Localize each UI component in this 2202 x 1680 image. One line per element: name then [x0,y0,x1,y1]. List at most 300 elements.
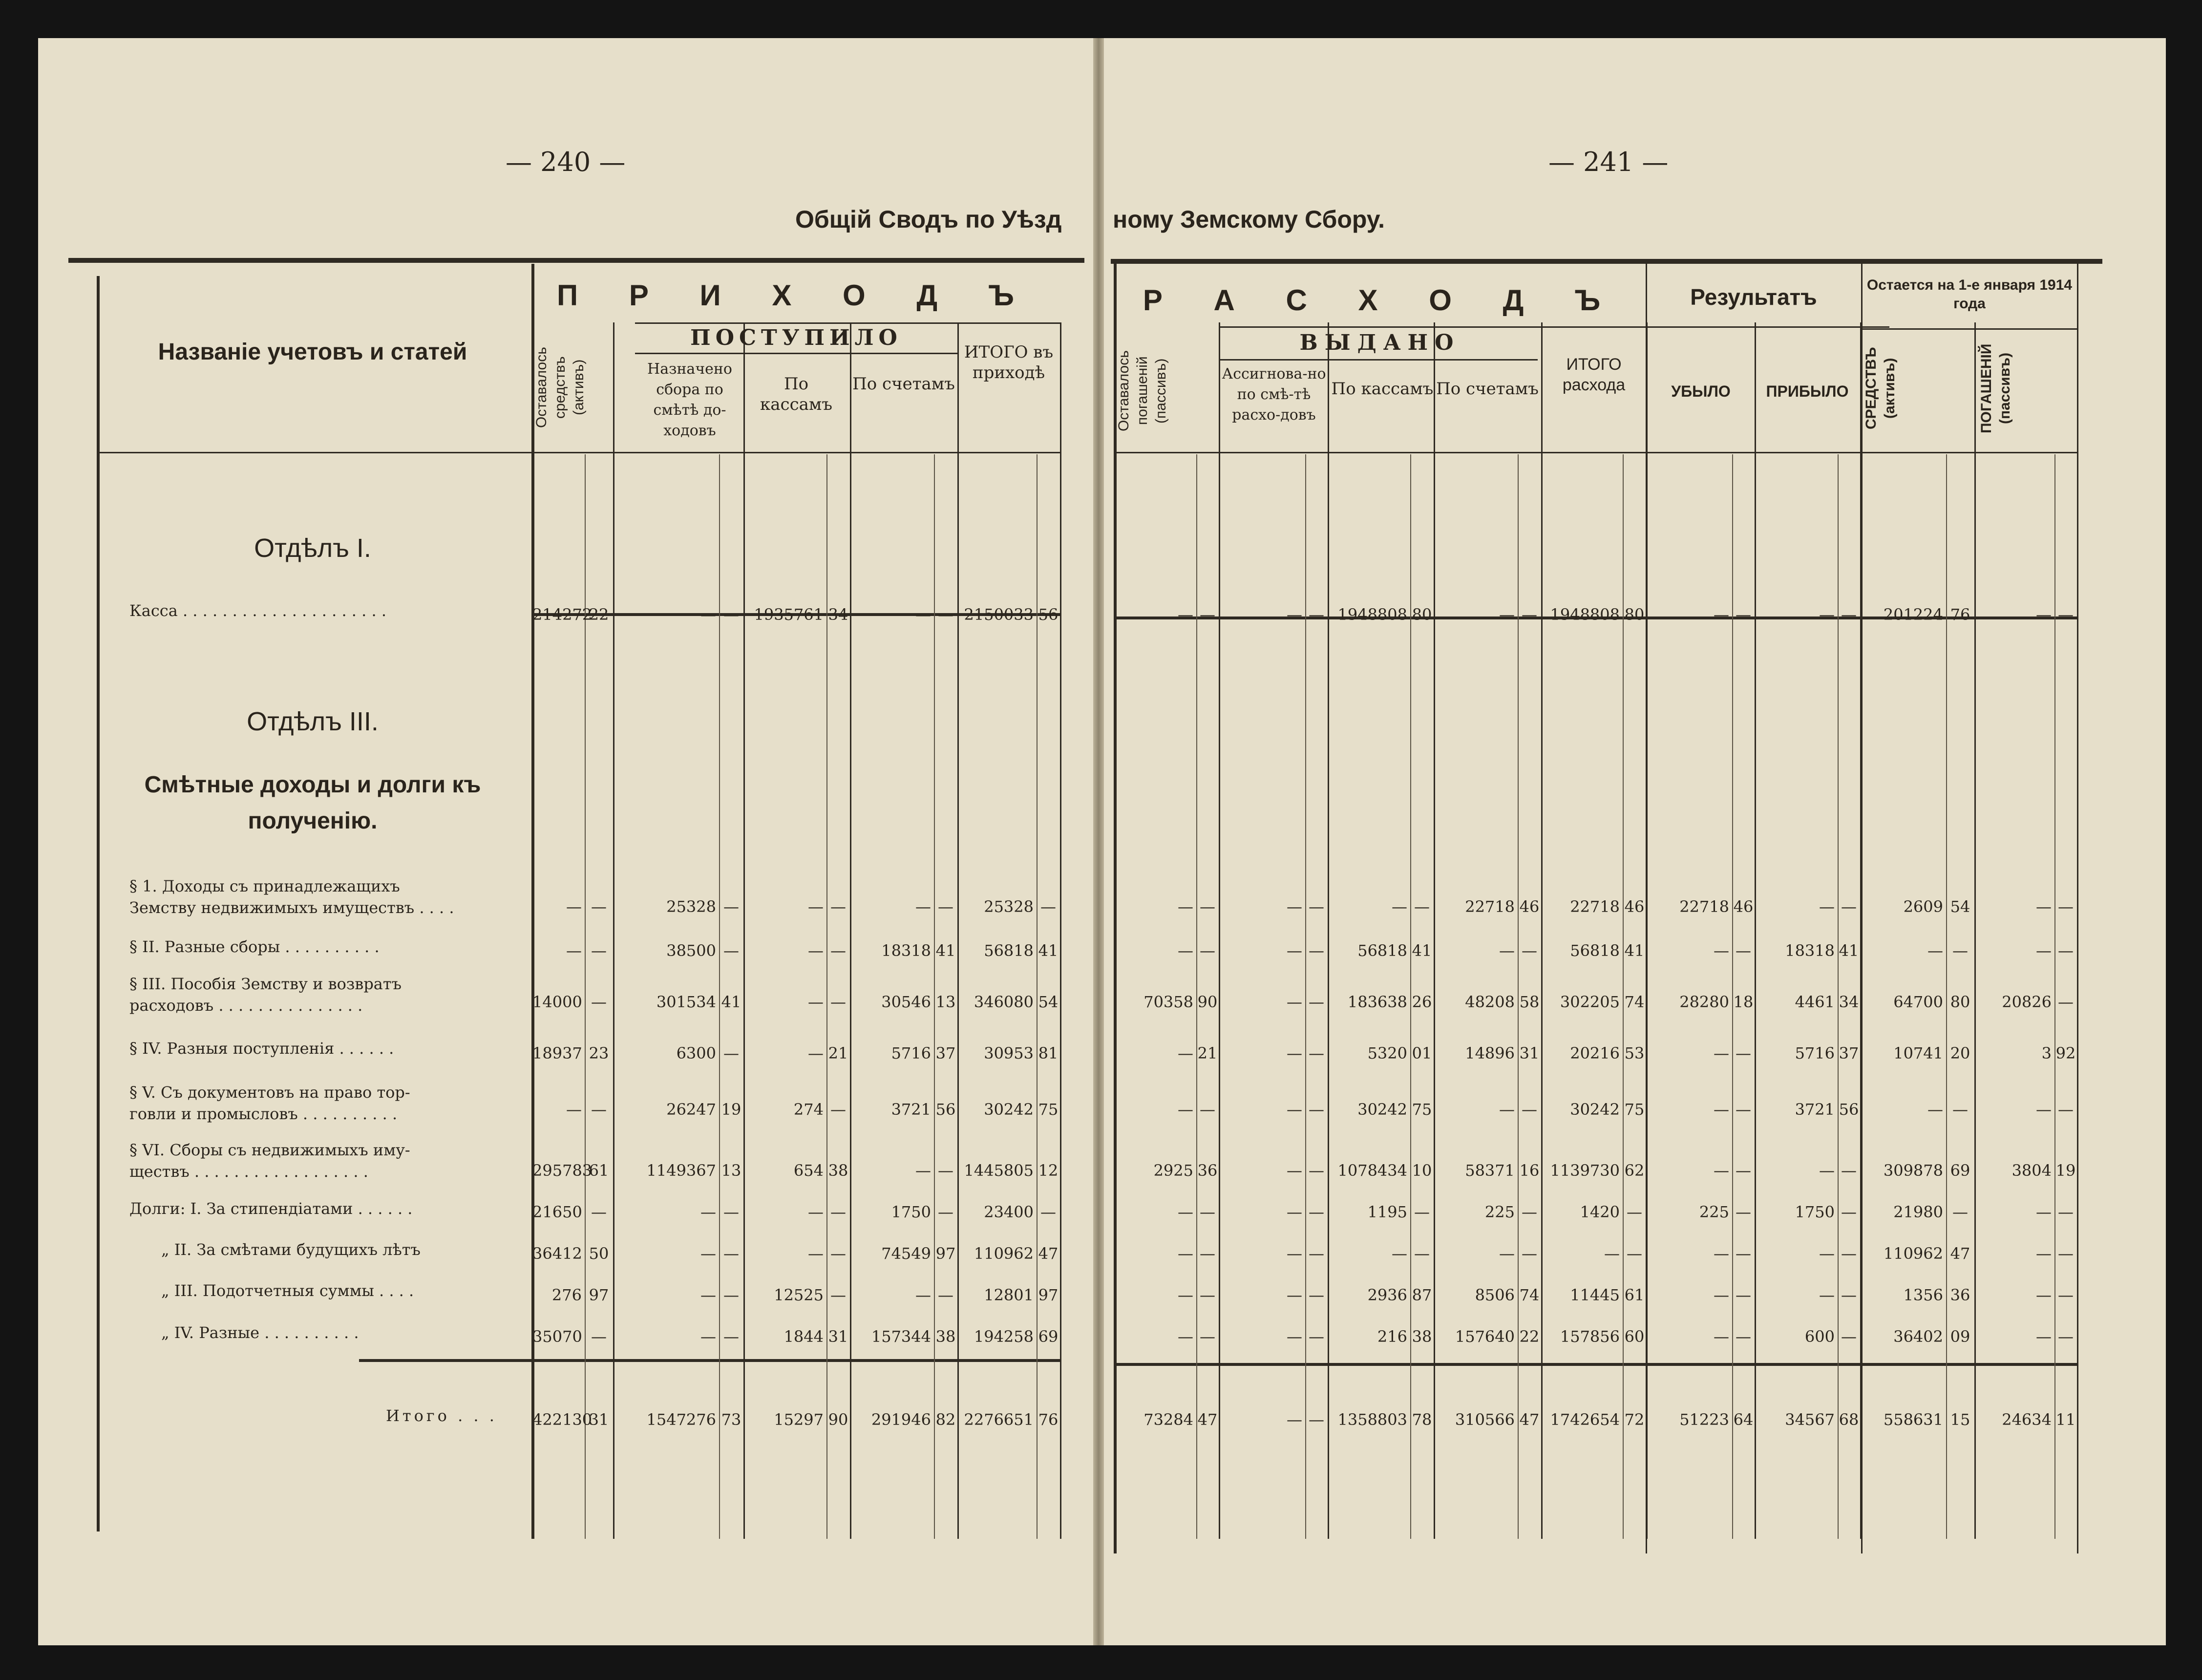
row-label: § 1. Доходы съ принадлежащихъ Земству недвижимыхъ имуществъ . . . . [129,877,454,917]
header-bottom-right [1115,452,2077,453]
cell-kopecks: 41 [1412,941,1432,960]
cell-kopecks: — [2058,1100,2074,1119]
cell-kopecks: 92 [2055,1044,2076,1063]
raskhod-title: Р А С Х О Д Ъ [1143,284,1622,317]
cell-kopecks: 31 [828,1327,848,1346]
cell-rubles: 1948808 [1550,605,1620,624]
cell-kopecks: — [1309,1100,1324,1119]
cell-kopecks: — [1736,1327,1751,1346]
cell-rubles: 1358803 [1337,1410,1407,1429]
cell-kopecks: — [2058,605,2074,624]
cell-kopecks: — [1841,1286,1857,1304]
cell-kopecks: — [1952,1100,1968,1119]
cell-kopecks: 34 [1839,993,1859,1011]
cell-rubles: — [915,897,931,916]
cell-kopecks: — [1200,1244,1215,1263]
cell-kopecks: 75 [1038,1100,1059,1119]
cell-kopecks: 11 [2055,1410,2076,1429]
cell-kopecks: 46 [1624,897,1645,916]
cell-kopecks: — [830,897,846,916]
cell-rubles: 654 [793,1161,824,1180]
cell-kopecks: — [1736,605,1751,624]
cell-rubles: — [1287,1203,1302,1221]
cell-kopecks: — [1841,897,1857,916]
cell-rubles: 558631 [1883,1410,1943,1429]
cell-rubles: 30242 [1357,1100,1407,1119]
pribylo-label: ПРИБЫЛО [1766,383,1849,400]
cell-rubles: 1742654 [1550,1410,1620,1429]
cell-kopecks: — [723,1044,739,1063]
cell-rubles: — [2036,1327,2052,1346]
cell-kopecks: — [1040,897,1056,916]
cell-kopecks: 19 [721,1100,741,1119]
cell-kopecks: — [1841,1244,1857,1263]
cell-rubles: — [1714,1161,1729,1180]
cell-rubles: 2936 [1367,1286,1407,1304]
postupilo-label: ПОСТУПИЛО [690,325,902,350]
cell-kopecks: 75 [1624,1100,1645,1119]
cell-rubles: 12525 [774,1286,824,1304]
col-po-kassam-header: По кассамъ [760,374,832,414]
row-label: „ IV. Разные . . . . . . . . . . [161,1323,359,1342]
cell-kopecks: — [938,1161,953,1180]
cell-kopecks: — [1841,1161,1857,1180]
cell-rubles: 1420 [1580,1203,1620,1221]
cell-kopecks: 54 [1038,993,1059,1011]
cell-rubles: — [1178,1327,1193,1346]
cell-rubles: — [1499,941,1515,960]
cell-rubles: 48208 [1465,993,1515,1011]
cell-kopecks: 36 [1197,1161,1218,1180]
book-gutter [1093,38,1104,1645]
cell-kopecks: 21 [828,1044,848,1063]
cell-kopecks: — [1309,1327,1324,1346]
cell-kopecks: 68 [1839,1410,1859,1429]
cell-rubles: 25328 [984,897,1034,916]
cell-rubles: — [1287,993,1302,1011]
cell-kopecks: — [723,605,739,624]
cell-rubles: 74549 [881,1244,931,1263]
col-ostavalos-header: Оставалось средствъ (активъ) [533,347,587,428]
cell-kopecks: 37 [1839,1044,1859,1063]
col-po-schetam-r-header: По счетамъ [1436,379,1539,399]
row-label: § IV. Разныя поступленія . . . . . . [129,1039,394,1058]
cell-rubles: 24634 [2002,1410,2052,1429]
cell-rubles: 5716 [891,1044,931,1063]
cell-rubles: 225 [1699,1203,1729,1221]
row-label: § VI. Сборы съ недвижимыхъ иму- ществъ . . . . . . . . . . . . . . . . . . [129,1141,410,1181]
cell-kopecks: — [591,1203,607,1221]
cell-kopecks: — [1200,1286,1215,1304]
cell-kopecks: 61 [1624,1286,1645,1304]
cell-kopecks: 54 [1950,897,1970,916]
cell-rubles: — [700,1203,716,1221]
cell-kopecks: 97 [1038,1286,1059,1304]
cell-kopecks: 01 [1412,1044,1432,1063]
cell-rubles: — [2036,1244,2052,1263]
cell-kopecks: — [1414,897,1430,916]
cell-kopecks: — [1736,1286,1751,1304]
cell-kopecks: 56 [935,1100,956,1119]
cell-kopecks: — [1952,941,1968,960]
cell-kopecks: 76 [1038,1410,1059,1429]
col-border-9 [1646,322,1648,1539]
cell-kopecks: 60 [1624,1327,1645,1346]
top-rule-right [1111,259,2102,264]
cell-kopecks: — [723,1327,739,1346]
cell-kopecks: 23 [589,1044,609,1063]
cell-rubles: 56818 [1570,941,1620,960]
cell-kopecks: — [1200,1100,1215,1119]
cell-kopecks: — [723,941,739,960]
row-header: Названіе учетовъ и статей [158,339,467,365]
cell-rubles: 10741 [1893,1044,1943,1063]
cell-rubles: 6300 [676,1044,716,1063]
cell-rubles: 30546 [881,993,931,1011]
cell-rubles: — [1927,941,1943,960]
col-border-12 [1974,322,1976,1539]
cell-rubles: 28280 [1679,993,1729,1011]
prikhod-subrule [635,322,1060,324]
cell-rubles: 309878 [1883,1161,1943,1180]
cell-rubles: 4461 [1795,993,1835,1011]
cell-kopecks: — [830,1100,846,1119]
cell-rubles: 1078434 [1337,1161,1407,1180]
cell-kopecks: — [591,941,607,960]
cell-kopecks: 80 [1624,605,1645,624]
cell-rubles: — [700,605,716,624]
cell-rubles: — [1819,1244,1835,1263]
cell-rubles: — [2036,941,2052,960]
cell-kopecks: 81 [1038,1044,1059,1063]
cell-kopecks: 62 [1624,1161,1645,1180]
col-naznacheno-header: Назначено сбора по смѣтѣ до-ходовъ [647,361,732,439]
cell-rubles: — [808,1203,824,1221]
cell-rubles: 38500 [666,941,716,960]
cell-rubles: — [1178,1286,1193,1304]
cell-rubles: — [1178,605,1193,624]
cell-rubles: — [808,993,824,1011]
cell-kopecks: 34 [828,605,848,624]
cell-rubles: — [1499,605,1515,624]
cell-rubles: — [1287,941,1302,960]
section-3-heading: Отдѣлъ III. [247,707,379,736]
cell-kopecks: — [1200,941,1215,960]
cell-rubles: 30242 [1570,1100,1620,1119]
cell-rubles: — [1287,1244,1302,1263]
cell-rubles: — [2036,897,2052,916]
cell-rubles: 30953 [984,1044,1034,1063]
cell-rubles: 30242 [984,1100,1034,1119]
cell-rubles: 295783 [532,1161,593,1180]
cell-kopecks: 41 [1038,941,1059,960]
cell-rubles: — [1287,1100,1302,1119]
cell-rubles: 1445805 [964,1161,1034,1180]
col-itogo-r-header: ИТОГО расхода [1562,355,1626,394]
row-label: § II. Разные сборы . . . . . . . . . . [129,937,380,956]
cell-kopecks: 46 [1733,897,1754,916]
cell-rubles: — [1714,1044,1729,1063]
cell-kopecks: — [1414,1203,1430,1221]
cell-kopecks: 80 [1950,993,1970,1011]
col-border-6 [1328,322,1329,1539]
cell-rubles: — [1819,605,1835,624]
cell-kopecks: — [2058,1244,2074,1263]
cell-kopecks: — [1522,1244,1537,1263]
row-label: Долги: I. За стипендіатами . . . . . . [129,1199,413,1218]
cell-rubles: 225 [1484,1203,1515,1221]
cell-kopecks: — [591,1327,607,1346]
postupilo-rule [635,353,957,354]
col-ostavalos-pogash-header: Оставалось погашеній (пассивъ) [1116,350,1169,431]
cell-kopecks: 10 [1412,1161,1432,1180]
cell-kopecks: 22 [589,605,609,624]
cell-kopecks: 38 [1412,1327,1432,1346]
cell-rubles: 157856 [1560,1327,1620,1346]
cell-rubles: 302205 [1560,993,1620,1011]
cell-kopecks: — [1200,897,1215,916]
cell-rubles: 274 [793,1100,824,1119]
cell-kopecks: 64 [1733,1410,1754,1429]
cell-rubles: — [566,897,582,916]
cell-rubles: — [808,1244,824,1263]
cell-rubles: — [1819,1161,1835,1180]
cell-rubles: 23400 [984,1203,1034,1221]
cell-rubles: — [2036,605,2052,624]
cell-rubles: 3721 [1795,1100,1835,1119]
cell-rubles: 1844 [783,1327,824,1346]
row-label: Касса . . . . . . . . . . . . . . . . . . . . . [129,601,386,620]
cell-rubles: 56818 [984,941,1034,960]
cell-kopecks: 61 [589,1161,609,1180]
row-label: § III. Пособія Земству и возвратъ расходовъ . . . . . . . . . . . . . . . [129,975,402,1015]
cell-rubles: 194258 [974,1327,1034,1346]
cell-rubles: 2276651 [964,1410,1034,1429]
cell-kopecks: — [723,1244,739,1263]
cell-rubles: 14896 [1465,1044,1515,1063]
cell-kopecks: 47 [1950,1244,1970,1263]
cell-kopecks: 97 [935,1244,956,1263]
cell-rubles: — [1392,1244,1407,1263]
cell-kopecks: — [830,941,846,960]
cell-kopecks: 31 [1519,1044,1540,1063]
cell-rubles: 22718 [1570,897,1620,916]
cell-kopecks: 90 [828,1410,848,1429]
cell-rubles: — [1714,1286,1729,1304]
cell-kopecks: 78 [1412,1410,1432,1429]
cell-kopecks: — [1309,1044,1324,1063]
cell-kopecks: — [2058,1286,2074,1304]
cell-kopecks: — [938,1203,953,1221]
cell-rubles: 73284 [1143,1410,1193,1429]
cell-kopecks: — [723,897,739,916]
cell-rubles: 36412 [532,1244,582,1263]
section-1-heading: Отдѣлъ I. [254,533,371,563]
cell-kopecks: — [1522,605,1537,624]
cell-rubles: — [1392,897,1407,916]
cell-kopecks: — [1952,1203,1968,1221]
cell-rubles: — [2036,1286,2052,1304]
cell-rubles: — [700,1286,716,1304]
cell-rubles: — [1714,1327,1729,1346]
cell-rubles: 5716 [1795,1044,1835,1063]
cell-kopecks: — [1736,1244,1751,1263]
cell-kopecks: 82 [935,1410,956,1429]
cell-rubles: 22718 [1465,897,1515,916]
cell-rubles: — [1287,1044,1302,1063]
cell-rubles: 1139730 [1550,1161,1620,1180]
right-page-title: ному Земскому Сбору. [1113,206,1385,233]
cell-rubles: — [1927,1100,1943,1119]
cell-kopecks: 72 [1624,1410,1645,1429]
cell-kopecks: 69 [1950,1161,1970,1180]
cell-kopecks: 58 [1519,993,1540,1011]
cell-kopecks: — [1040,1203,1056,1221]
cell-rubles: 70358 [1143,993,1193,1011]
right-page-number: — 241 — [1548,147,1669,177]
total-rule-right [1115,1363,2077,1366]
cell-rubles: 600 [1804,1327,1835,1346]
cell-kopecks: 09 [1950,1327,1970,1346]
col-sredstv-header: СРЕДСТВЪ (активъ) [1863,347,1898,430]
row-label: „ III. Подотчетныя суммы . . . . [161,1281,414,1300]
row-label: § V. Съ документовъ на право тор- говли и промысловъ . . . . . . . . . . [129,1083,410,1123]
cell-kopecks: — [1309,605,1324,624]
col-itogo-header: ИТОГО въ приходѣ [964,342,1054,383]
cell-kopecks: 90 [1197,993,1218,1011]
rezultat-label: Результатъ [1690,284,1817,310]
cell-kopecks: 47 [1519,1410,1540,1429]
top-rule-left [68,258,1084,263]
cell-rubles: 201224 [1883,605,1943,624]
cell-rubles: 11445 [1570,1286,1620,1304]
cell-rubles: — [915,1161,931,1180]
cell-kopecks: — [830,1286,846,1304]
cell-rubles: 51223 [1679,1410,1729,1429]
col-border-13 [2077,322,2078,1539]
cell-rubles: 2925 [1153,1161,1193,1180]
cell-rubles: 110962 [1883,1244,1943,1263]
cell-rubles: 291946 [871,1410,931,1429]
cell-kopecks: — [1200,1327,1215,1346]
cell-rubles: 56818 [1357,941,1407,960]
cell-kopecks: — [1522,1203,1537,1221]
col-assign-header: Ассигнова-но по смѣ-тѣ расхо-довъ [1222,365,1326,424]
total-rule-left [359,1359,1060,1362]
cell-kopecks: — [1627,1203,1642,1221]
cell-rubles: 36402 [1893,1327,1943,1346]
cell-rubles: — [700,1244,716,1263]
cell-kopecks: — [938,605,953,624]
cell-kopecks: — [830,1244,846,1263]
row-label: Итого . . . [386,1406,497,1425]
cell-rubles: 14000 [532,993,582,1011]
cell-kopecks: 69 [1038,1327,1059,1346]
cell-rubles: 15297 [774,1410,824,1429]
cell-kopecks: — [1522,1100,1537,1119]
cell-rubles: — [915,605,931,624]
cell-rubles: — [1499,1100,1515,1119]
cell-rubles: 346080 [974,993,1034,1011]
cell-rubles: 3 [2041,1044,2052,1063]
col-pogash-header: ПОГАШЕНІЙ (пассивъ) [1978,343,2013,433]
cell-rubles: 157640 [1455,1327,1515,1346]
prikhod-title: П Р И Х О Д Ъ [557,279,1036,312]
ubylo-label: УБЫЛО [1671,383,1731,400]
left-page-number: — 240 — [506,147,626,177]
cell-kopecks: — [1200,605,1215,624]
cell-kopecks: — [1309,993,1324,1011]
cell-rubles: 2609 [1903,897,1943,916]
cell-kopecks: — [2058,993,2074,1011]
raskhod-subrule [1220,326,1889,328]
cell-rubles: 216 [1377,1327,1407,1346]
cell-rubles: — [1178,897,1193,916]
col-border-8 [1541,322,1543,1539]
cell-kopecks: — [2058,897,2074,916]
cell-rubles: 301534 [656,993,716,1011]
cell-kopecks: — [591,1100,607,1119]
ostaetsya-label: Остается на 1-е января 1914 года [1866,277,2073,312]
cell-rubles: 18318 [881,941,931,960]
cell-kopecks: — [1309,941,1324,960]
cell-rubles: 20826 [2002,993,2052,1011]
cell-kopecks: 41 [721,993,741,1011]
cell-rubles: — [566,941,582,960]
cell-kopecks: 41 [935,941,956,960]
cell-kopecks: 26 [1412,993,1432,1011]
cell-rubles: 1948808 [1337,605,1407,624]
cell-rubles: — [1287,897,1302,916]
cell-rubles: — [1178,1044,1193,1063]
left-border [97,276,100,1531]
cell-kopecks: — [1200,1203,1215,1221]
cell-rubles: 1935761 [754,605,824,624]
cell-rubles: 1750 [891,1203,931,1221]
cell-kopecks: 80 [1412,605,1432,624]
col-border-11 [1860,322,1862,1539]
cell-kopecks: — [723,1203,739,1221]
cell-rubles: 3721 [891,1100,931,1119]
cell-kopecks: 76 [1950,605,1970,624]
cell-kopecks: 50 [589,1244,609,1263]
cell-kopecks: 41 [1839,941,1859,960]
cell-kopecks: — [591,993,607,1011]
cell-rubles: — [915,1286,931,1304]
cell-rubles: 34567 [1785,1410,1835,1429]
cell-kopecks: 97 [589,1286,609,1304]
cell-kopecks: — [2058,941,2074,960]
cell-rubles: 21650 [532,1203,582,1221]
cell-kopecks: 38 [828,1161,848,1180]
header-bottom-left [98,452,1060,453]
cell-rubles: — [1714,1100,1729,1119]
cell-rubles: — [1714,941,1729,960]
cell-kopecks: 47 [1038,1244,1059,1263]
cell-rubles: — [1287,605,1302,624]
cell-kopecks: 18 [1733,993,1754,1011]
cell-kopecks: — [1841,605,1857,624]
cell-rubles: — [1178,941,1193,960]
cell-kopecks: 56 [1038,605,1059,624]
left-page-title: Общій Сводъ по Уѣзд [795,206,1062,233]
cell-rubles: — [808,941,824,960]
cell-rubles: 26247 [666,1100,716,1119]
cell-kopecks: — [1841,1203,1857,1221]
col-border-5 [1219,322,1220,1539]
cell-rubles: 1149367 [646,1161,716,1180]
cell-kopecks: — [1841,1327,1857,1346]
